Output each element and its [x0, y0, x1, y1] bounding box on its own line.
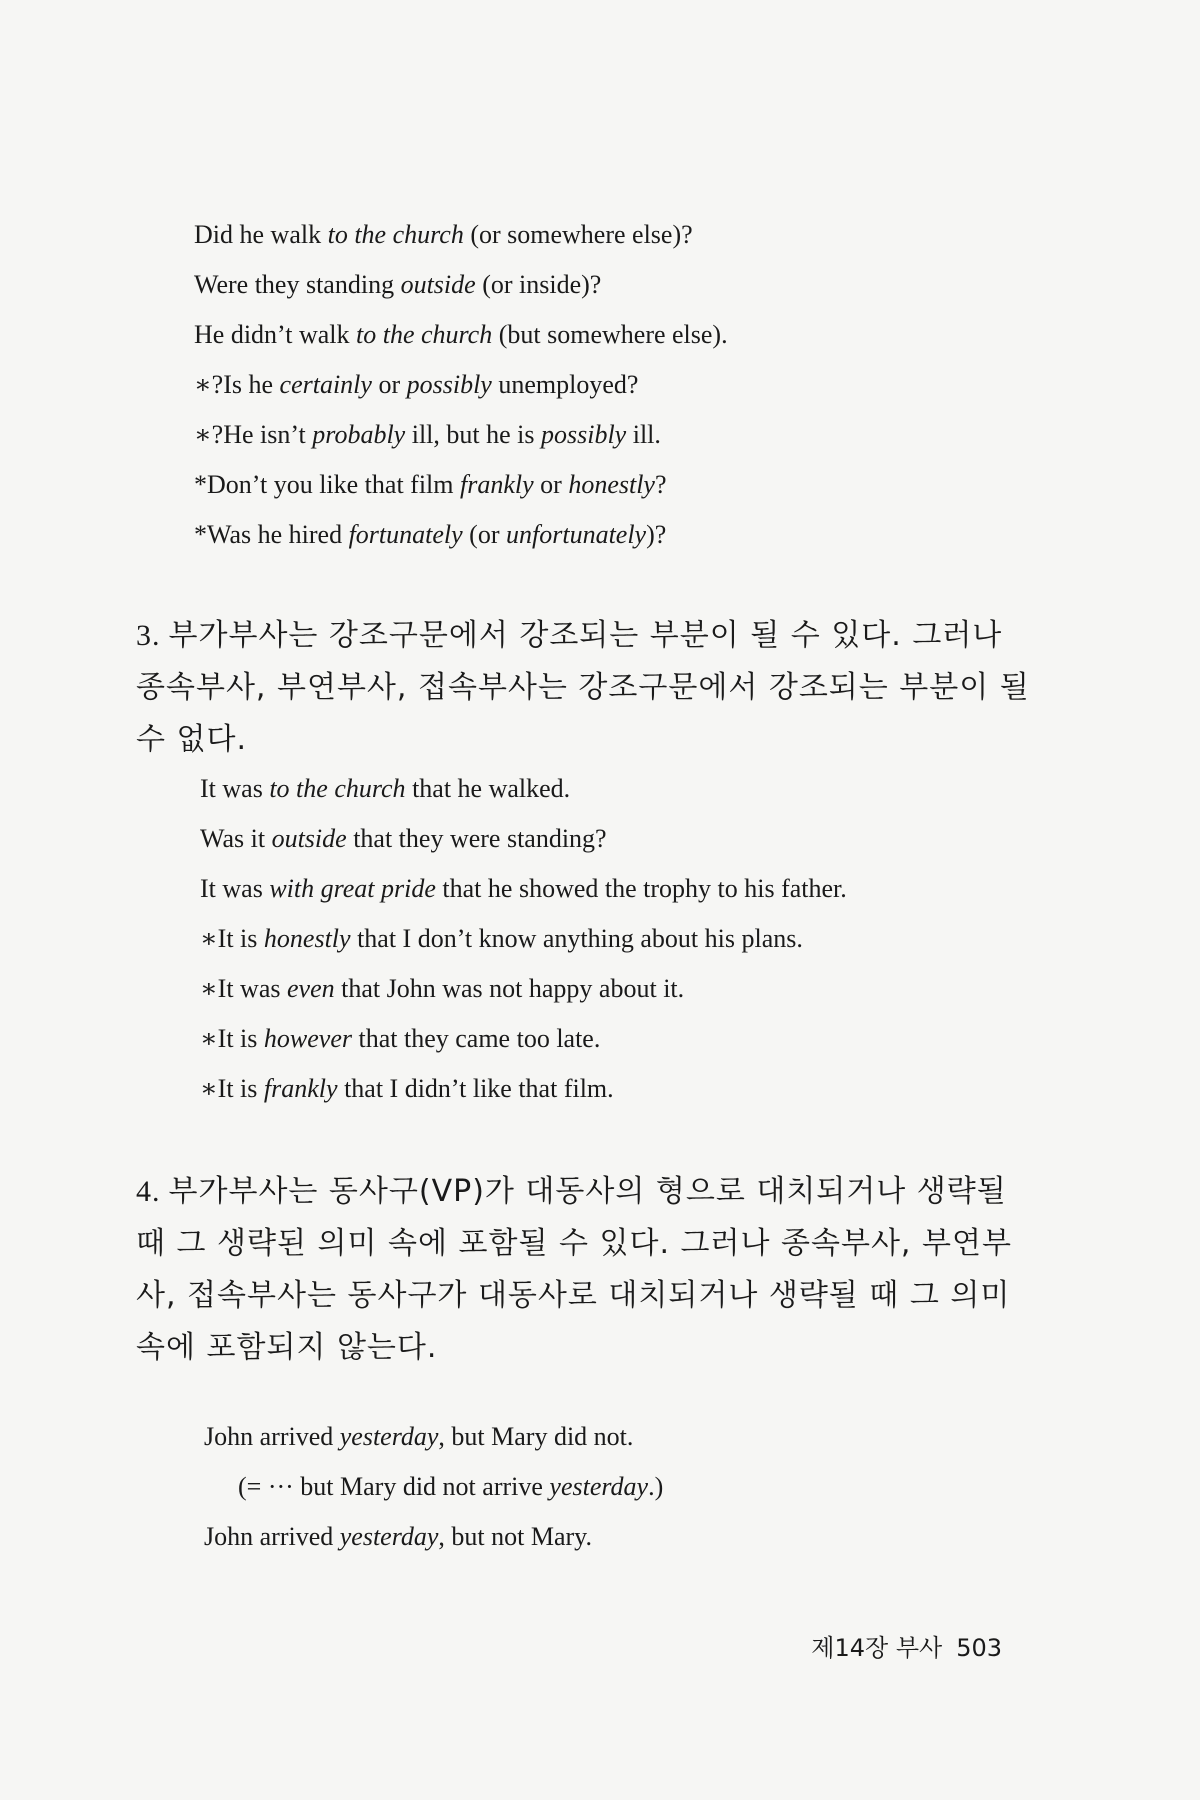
- example-sentence: [204, 1462, 663, 1512]
- sentence-text: that he walked.: [405, 774, 571, 803]
- sentence-text: Were they standing: [194, 270, 401, 299]
- emphasized-phrase: possibly: [406, 370, 492, 399]
- sentence-text: Did he walk: [194, 220, 328, 249]
- sentence-text: *Don’t you like that film: [194, 470, 460, 499]
- example-list-2: [200, 764, 847, 1114]
- paragraph-3: [136, 610, 1036, 766]
- sentence-text: that I don’t know anything about his plans.: [350, 924, 803, 953]
- example-list-3: [204, 1412, 663, 1562]
- example-sentence: [194, 210, 728, 260]
- sentence-text: ∗?He isn’t: [194, 420, 313, 449]
- page-footer: [797, 1628, 1002, 1663]
- example-sentence: [200, 764, 847, 814]
- sentence-text: .): [648, 1472, 664, 1501]
- sentence-text: )?: [646, 520, 667, 549]
- sentence-text: or: [371, 370, 407, 399]
- sentence-text: that he showed the trophy to his father.: [435, 874, 847, 903]
- example-list-1: [194, 210, 728, 560]
- sentence-text: ill.: [626, 420, 661, 449]
- emphasized-phrase: however: [263, 1024, 352, 1053]
- emphasized-phrase: yesterday: [549, 1472, 649, 1501]
- emphasized-phrase: possibly: [541, 420, 627, 449]
- sentence-text: that John was not happy about it.: [334, 974, 685, 1003]
- example-sentence: [194, 260, 728, 310]
- example-sentence: [194, 360, 728, 410]
- emphasized-phrase: frankly: [263, 1074, 338, 1103]
- emphasized-phrase: with great pride: [269, 874, 436, 903]
- emphasized-phrase: yesterday: [339, 1522, 439, 1551]
- emphasized-phrase: honestly: [263, 924, 351, 953]
- example-sentence: [200, 814, 847, 864]
- sentence-text: (or: [462, 520, 506, 549]
- sentence-text: ill, but he is: [405, 420, 541, 449]
- paragraph-text: 부가부사는 강조구문에서 강조되는 부분이 될 수 있다. 그러나 종속부사, 부연부사, 접속부사는 강조구문에서 강조되는 부분이 될 수 없다.: [136, 618, 1030, 757]
- sentence-text: (or somewhere else)?: [463, 220, 693, 249]
- sentence-text: unemployed?: [491, 370, 639, 399]
- sentence-text: ∗It was: [200, 974, 287, 1003]
- chapter-title: 제14장 부사: [811, 1634, 943, 1662]
- sentence-text: It was: [200, 774, 270, 803]
- sentence-text: *Was he hired: [194, 520, 349, 549]
- sentence-text: , but not Mary.: [438, 1522, 592, 1551]
- example-sentence: [204, 1512, 663, 1562]
- example-sentence: [194, 410, 728, 460]
- page-number: 503: [956, 1634, 1002, 1662]
- emphasized-phrase: certainly: [279, 370, 372, 399]
- example-sentence: [200, 1064, 847, 1114]
- emphasized-phrase: probably: [312, 420, 406, 449]
- emphasized-phrase: frankly: [460, 470, 534, 499]
- sentence-text: John arrived: [204, 1522, 340, 1551]
- sentence-text: ∗?Is he: [194, 370, 280, 399]
- sentence-text: ∗It is: [200, 924, 264, 953]
- sentence-text: ∗It is: [200, 1074, 264, 1103]
- sentence-text: John arrived: [204, 1422, 340, 1451]
- sentence-text: (or inside)?: [475, 270, 602, 299]
- example-sentence: [194, 510, 728, 560]
- emphasized-phrase: outside: [271, 824, 347, 853]
- paragraph-number: 4.: [136, 1175, 161, 1208]
- paragraph-4: [136, 1166, 1036, 1374]
- sentence-text: ∗It is: [200, 1024, 264, 1053]
- emphasized-phrase: unfortunately: [506, 520, 647, 549]
- emphasized-phrase: outside: [400, 270, 476, 299]
- emphasized-phrase: fortunately: [348, 520, 463, 549]
- emphasized-phrase: to the church: [269, 774, 406, 803]
- sentence-text: that they came too late.: [352, 1024, 601, 1053]
- sentence-text: that I didn’t like that film.: [337, 1074, 614, 1103]
- example-sentence: [200, 1014, 847, 1064]
- sentence-text: Was it: [200, 824, 272, 853]
- example-sentence: [194, 310, 728, 360]
- paragraph-text: 부가부사는 동사구(VP)가 대동사의 형으로 대치되거나 생략될 때 그 생략된 의미 속에 포함될 수 있다. 그러나 종속부사, 부연부사, 접속부사는 동사구가 대동사로 대치되거나 생략될 때 그 의미 속에 포함되지 않는다.: [136, 1174, 1012, 1365]
- sentence-text: (but somewhere else).: [492, 320, 728, 349]
- sentence-text: He didn’t walk: [194, 320, 356, 349]
- example-sentence: [200, 914, 847, 964]
- sentence-text: that they were standing?: [346, 824, 607, 853]
- example-sentence: [204, 1412, 663, 1462]
- example-sentence: [200, 864, 847, 914]
- example-sentence: [194, 460, 728, 510]
- sentence-text: It was: [200, 874, 270, 903]
- paragraph-number: 3.: [136, 619, 161, 652]
- emphasized-phrase: to the church: [327, 220, 464, 249]
- emphasized-phrase: honestly: [568, 470, 655, 499]
- sentence-text: ?: [654, 470, 667, 499]
- emphasized-phrase: to the church: [356, 320, 493, 349]
- sentence-text: (= ··· but Mary did not arrive: [238, 1472, 550, 1501]
- emphasized-phrase: yesterday: [339, 1422, 439, 1451]
- example-sentence: [200, 964, 847, 1014]
- sentence-text: , but Mary did not.: [438, 1422, 634, 1451]
- emphasized-phrase: even: [287, 974, 335, 1003]
- sentence-text: or: [533, 470, 569, 499]
